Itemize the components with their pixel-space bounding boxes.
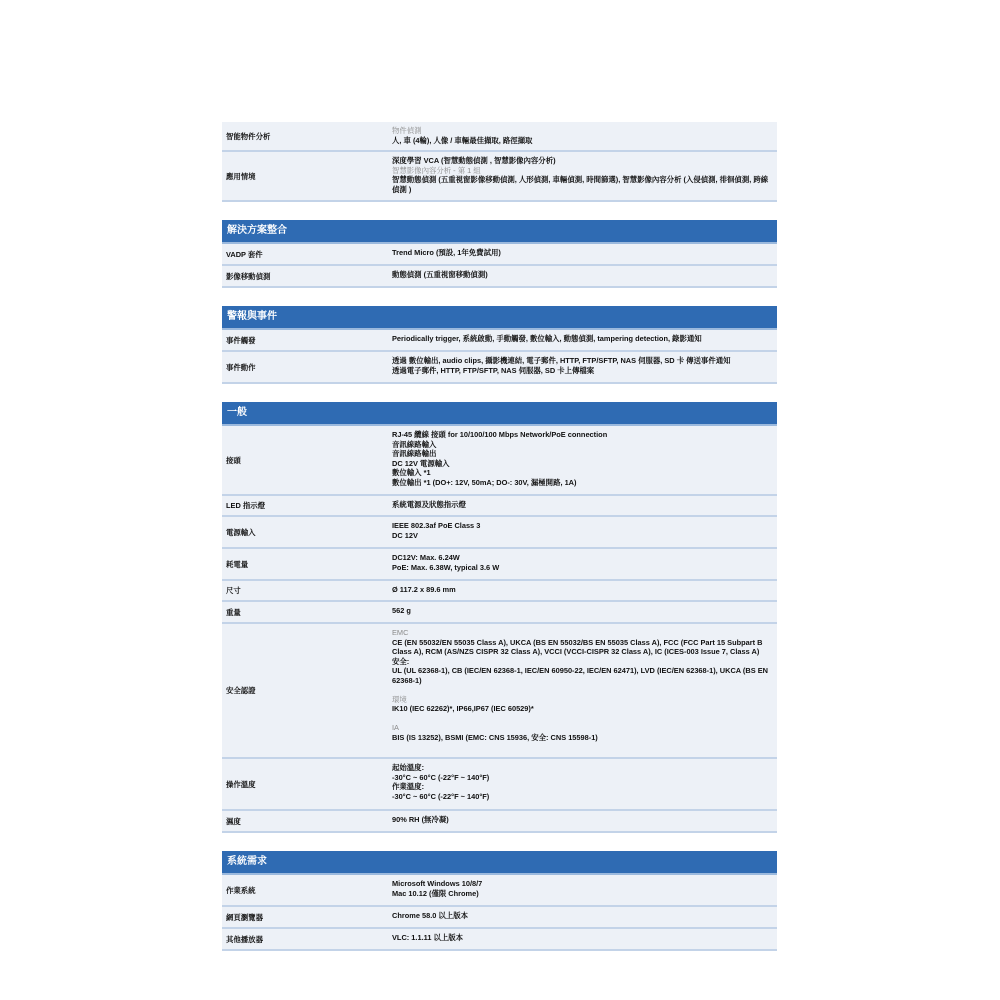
spec-label: 耗電量 — [226, 559, 249, 569]
spec-value — [388, 266, 777, 286]
spec-row — [222, 624, 777, 759]
spec-value-line: DC 12V 電源輸入 — [392, 458, 450, 468]
spec-value-line: 深度學習 VCA (智慧動態偵測 , 智慧影像內容分析) — [392, 156, 556, 165]
spec-value-line: 作業溫度: — [392, 782, 425, 791]
spec-row — [222, 352, 777, 384]
section-header: 解決方案整合 — [222, 220, 777, 244]
spec-label: 影像移動偵測 — [226, 271, 271, 281]
spec-value — [388, 352, 777, 382]
spec-row — [222, 517, 777, 549]
spec-value-line: Mac 10.12 (僅限 Chrome) — [392, 888, 479, 898]
spec-row — [222, 581, 777, 602]
spec-value-line: UL (UL 62368-1), CB (IEC/EN 62368-1, IEC/EN 60950-22, IEC/EN 62471), LVD (IEC/EN 62368-1), UKCA (BS EN 62368-1) — [392, 666, 768, 685]
section-header: 警報與事件 — [222, 306, 777, 330]
spec-value-line: 音訊線路輸入 — [392, 439, 437, 449]
spec-value-line: Microsoft Windows 10/8/7 — [392, 879, 483, 888]
spec-row — [222, 122, 777, 152]
spec-label: 事件觸發 — [226, 335, 256, 345]
spec-subheading: 智慧影像內容分析 - 第 1 組 — [392, 165, 481, 175]
spec-value — [388, 581, 777, 600]
spec-row — [222, 811, 777, 833]
spec-value-line: VLC: 1.1.11 以上版本 — [392, 933, 464, 942]
spec-label: 其他播放器 — [226, 934, 263, 944]
spec-row — [222, 929, 777, 951]
spec-value — [388, 602, 777, 622]
spec-value-line: 系統電源及狀態指示燈 — [392, 500, 466, 509]
spec-value — [388, 330, 777, 350]
spec-value-line: BIS (IS 13252), BSMI (EMC: CNS 15936, 安全: CNS 15598-1) — [392, 732, 598, 742]
spec-value — [388, 122, 777, 150]
spec-value-line: 安全: — [392, 656, 410, 666]
spec-label: 應用情境 — [226, 171, 256, 181]
section-header: 一般 — [222, 402, 777, 426]
spec-label: 操作溫度 — [226, 779, 256, 789]
spec-value-line: 562 g — [392, 606, 411, 615]
spec-row — [222, 152, 777, 202]
spec-row — [222, 244, 777, 266]
spec-value — [388, 152, 777, 200]
spec-value-line: 數位輸入 *1 — [392, 468, 431, 477]
spacer — [392, 685, 773, 695]
spec-value-line: 音訊線路輸出 — [392, 449, 437, 458]
spec-value-line: 透過 數位輸出, audio clips, 攝影機連結, 電子郵件, HTTP, FTP/SFTP, NAS 伺服器, SD 卡 傳送事件通知 — [392, 356, 731, 365]
spec-value-line: -30°C ~ 60°C (-22°F ~ 140°F) — [392, 791, 490, 801]
spec-value-line: DC 12V — [392, 530, 418, 540]
spec-value — [388, 875, 777, 905]
spec-row — [222, 907, 777, 929]
spec-label: 作業系統 — [226, 885, 256, 895]
spec-value — [388, 517, 777, 547]
spec-label: 接頭 — [226, 455, 241, 465]
spec-label: 智能物件分析 — [226, 131, 271, 141]
spec-value-line: DC12V: Max. 6.24W — [392, 553, 460, 562]
spec-value-line: 數位輸出 *1 (DO+: 12V, 50mA; DO-: 30V, 漏極開路, 1A) — [392, 477, 577, 487]
spec-label: LED 指示燈 — [226, 501, 266, 510]
spec-label: 安全認證 — [226, 686, 256, 695]
spec-value-line: IK10 (IEC 62262)*, IP66,IP67 (IEC 60529)* — [392, 704, 534, 713]
spec-value-line: Trend Micro (預設, 1年免費試用) — [392, 248, 501, 257]
spec-value — [388, 624, 777, 757]
spec-sheet — [222, 122, 777, 969]
spec-value-line: -30°C ~ 60°C (-22°F ~ 140°F) — [392, 772, 490, 782]
spec-subheading: 物件偵測 — [392, 126, 422, 135]
spec-label: 事件動作 — [226, 362, 256, 372]
spec-value-line: RJ-45 纜線 接頭 for 10/100/100 Mbps Network/PoE connection — [392, 430, 608, 439]
spec-subheading: IA — [392, 723, 399, 732]
spec-section — [222, 402, 777, 833]
spec-value-line: 人, 車 (4輪), 人像 / 車輛最佳擷取, 路徑擷取 — [392, 135, 533, 145]
spec-value-line: PoE: Max. 6.38W, typical 3.6 W — [392, 562, 500, 572]
spec-label: 電源輸入 — [226, 527, 256, 537]
spec-section — [222, 122, 777, 202]
spec-row — [222, 875, 777, 907]
spec-row — [222, 496, 777, 517]
spec-label: 重量 — [226, 607, 241, 617]
spec-value-line: 90% RH (無冷凝) — [392, 815, 449, 824]
spec-value — [388, 496, 777, 515]
spec-value — [388, 907, 777, 927]
spec-value-line: 起始溫度: — [392, 763, 425, 772]
spec-value — [388, 244, 777, 264]
spec-subheading: EMC — [392, 628, 409, 637]
spec-value — [388, 759, 777, 809]
spacer — [392, 714, 773, 724]
spec-value-line: Ø 117.2 x 89.6 mm — [392, 585, 456, 594]
spec-value — [388, 549, 777, 579]
spec-row — [222, 549, 777, 581]
spec-value-line: Periodically trigger, 系統啟動, 手動觸發, 數位輸入, 動態偵測, tampering detection, 錄影通知 — [392, 334, 702, 343]
spec-label: 尺寸 — [226, 586, 241, 595]
spec-section — [222, 851, 777, 951]
spec-value-line: 透過電子郵件, HTTP, FTP/SFTP, NAS 伺服器, SD 卡上傳檔案 — [392, 365, 595, 375]
spec-subheading: 環境 — [392, 694, 407, 704]
spec-row — [222, 330, 777, 352]
spec-row — [222, 426, 777, 496]
spec-value-line: 智慧動態偵測 (五重視窗影像移動偵測, 人形偵測, 車輛偵測, 時間篩選), 智慧影像內容分析 (入侵偵測, 徘徊偵測, 跨線偵測 ) — [392, 175, 769, 194]
spec-value — [388, 426, 777, 494]
spec-value — [388, 811, 777, 831]
spec-row — [222, 602, 777, 624]
spec-label: VADP 套件 — [226, 249, 263, 259]
spec-row — [222, 266, 777, 288]
spec-section — [222, 220, 777, 288]
spec-value-line: IEEE 802.3af PoE Class 3 — [392, 521, 481, 530]
spec-row — [222, 759, 777, 811]
spec-section — [222, 306, 777, 384]
spec-value-line: Chrome 58.0 以上版本 — [392, 911, 468, 920]
spec-value-line: 動態偵測 (五重視窗移動偵測) — [392, 270, 488, 279]
section-header: 系統需求 — [222, 851, 777, 875]
spec-label: 網頁瀏覽器 — [226, 912, 263, 922]
spec-value — [388, 929, 777, 949]
spec-value-line: CE (EN 55032/EN 55035 Class A), UKCA (BS EN 55032/BS EN 55035 Class A), FCC (FCC Part 15 Subpart B Class A), RCM (AS/NZS CISPR 32 Class A), VCCI (VCCI-CISPR 32 Class A), IC (ICES-003 Issue 7, Class A) — [392, 637, 763, 656]
spec-label: 濕度 — [226, 816, 241, 826]
